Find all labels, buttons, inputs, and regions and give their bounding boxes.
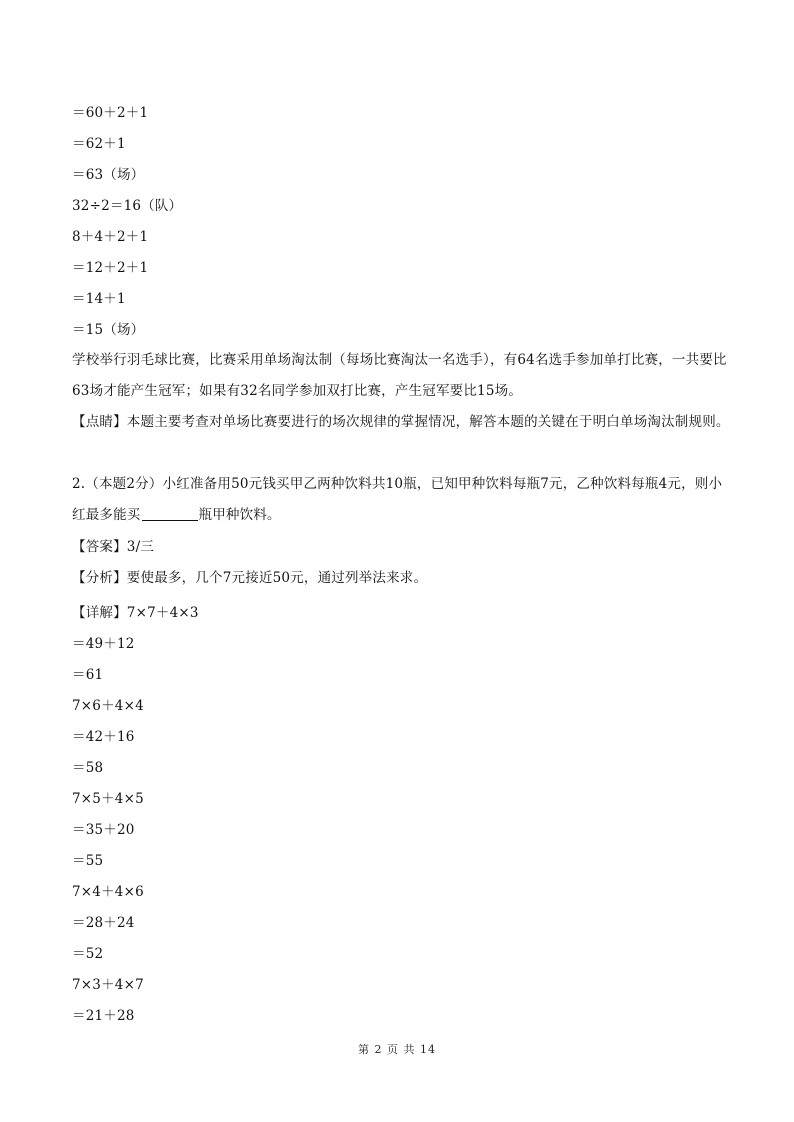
detail-line: 7×4＋4×6 bbox=[72, 884, 144, 900]
calc-line: ＝15（场） bbox=[72, 322, 145, 338]
answer-line: 【答案】3/三 bbox=[72, 539, 155, 555]
detail-line: 7×3＋4×7 bbox=[72, 977, 144, 993]
calc-line: 32÷2＝16（队） bbox=[72, 198, 183, 214]
detail-line: 7×5＋4×5 bbox=[72, 791, 144, 807]
calc-line: ＝12＋2＋1 bbox=[72, 260, 149, 276]
detail-line: ＝61 bbox=[72, 667, 104, 683]
detail-line: ＝52 bbox=[72, 946, 104, 962]
calc-line: ＝14＋1 bbox=[72, 291, 126, 307]
question-2 bbox=[72, 469, 732, 531]
detail-line: ＝58 bbox=[72, 760, 104, 776]
detail-line: ＝21＋28 bbox=[72, 1008, 135, 1024]
detail-line: ＝35＋20 bbox=[72, 822, 135, 838]
calc-line: ＝63（场） bbox=[72, 167, 145, 183]
detail-line: ＝49＋12 bbox=[72, 636, 135, 652]
calc-line: ＝60＋2＋1 bbox=[72, 105, 149, 121]
page-footer: 第 2 页 共 14 bbox=[358, 1043, 436, 1056]
detail-line: 7×6＋4×4 bbox=[72, 698, 144, 714]
analysis-line: 【分析】要使最多，几个7元接近50元，通过列举法来求。 bbox=[72, 570, 428, 586]
answer-blank bbox=[142, 506, 198, 521]
calc-line: 8＋4＋2＋1 bbox=[72, 229, 149, 245]
question-text: 2.（本题2分）小红准备用50元钱买甲乙两种饮料共10瓶，已知甲种饮料每瓶7元，乙种饮料每瓶4元，则小红最多能买 bbox=[72, 476, 723, 523]
question-text-end: 瓶甲种饮料。 bbox=[198, 507, 281, 523]
comment-paragraph: 【点睛】本题主要考查对单场比赛要进行的场次规律的掌握情况，解答本题的关键在于明白单场淘汰制规则。 bbox=[72, 414, 730, 430]
conclusion-paragraph: 学校举行羽毛球比赛，比赛采用单场淘汰制（每场比赛淘汰一名选手），有64名选手参加单打比赛，一共要比63场才能产生冠军；如果有32名同学参加双打比赛，产生冠军要比15场。 bbox=[72, 352, 727, 399]
detail-line: ＝42＋16 bbox=[72, 729, 135, 745]
detail-line: ＝28＋24 bbox=[72, 915, 135, 931]
calc-line: ＝62＋1 bbox=[72, 136, 126, 152]
detail-line: 【详解】7×7＋4×3 bbox=[72, 605, 199, 621]
detail-line: ＝55 bbox=[72, 853, 104, 869]
